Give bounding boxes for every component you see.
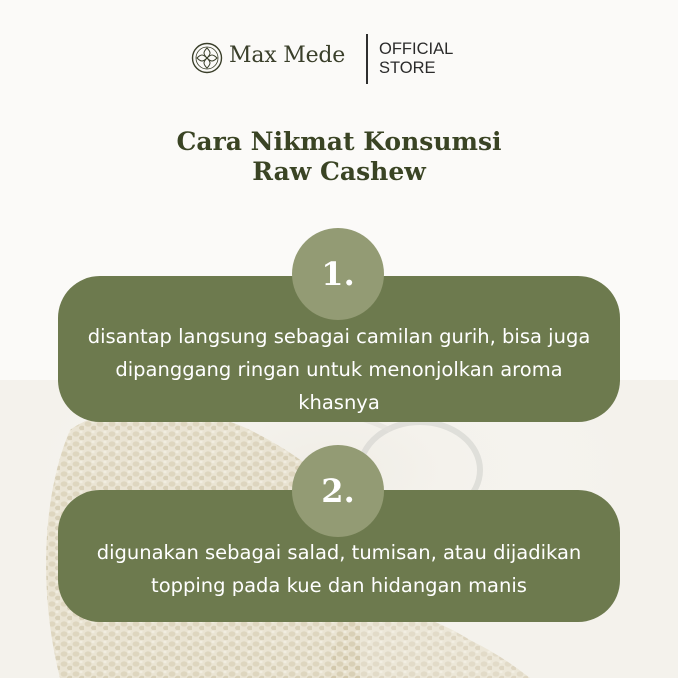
brand-header (191, 34, 491, 86)
official-store-tag (379, 40, 489, 78)
brand-divider (366, 34, 368, 84)
title-line-2: Raw Cashew (252, 157, 426, 186)
brand-name: Max Mede (229, 43, 346, 68)
step-2-number-badge: 2. (292, 445, 384, 537)
ornamental-emblem-icon (191, 42, 223, 74)
step-2-text: digunakan sebagai salad, tumisan, atau dijadikan topping pada kue dan hidangan manis (96, 541, 582, 597)
official-store-line-1: OFFICIAL (379, 40, 454, 58)
title-line-1: Cara Nikmat Konsumsi (176, 127, 502, 156)
official-store-line-2: STORE (379, 59, 436, 77)
step-1-text: disantap langsung sebagai camilan gurih, bisa juga dipanggang ringan untuk menonjolkan aroma khasnya (87, 325, 591, 414)
page-title (0, 127, 678, 187)
step-1-number-badge: 1. (292, 228, 384, 320)
